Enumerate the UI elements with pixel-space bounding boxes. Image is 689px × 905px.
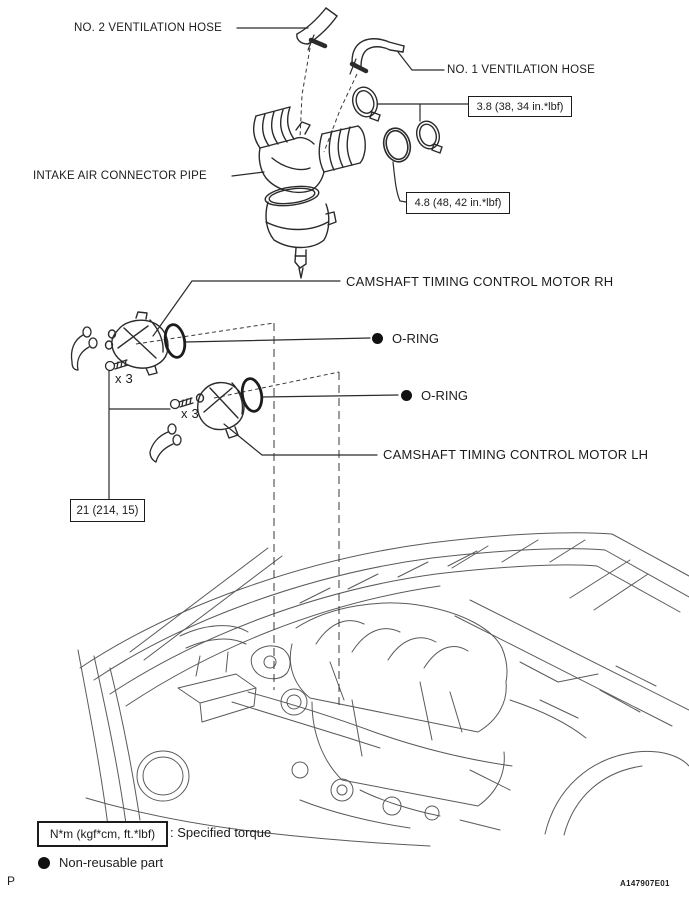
intake-air-connector-pipe-art: [254, 107, 366, 278]
engine-bay-drawing: [78, 533, 689, 846]
label-cam-motor-rh: CAMSHAFT TIMING CONTROL MOTOR RH: [346, 274, 614, 289]
dashed-leader-no1-hose: [324, 74, 357, 152]
legend-non-reusable-text: Non-reusable part: [59, 855, 164, 870]
non-reusable-bullet-icon: [38, 857, 50, 869]
label-intake-air-connector-pipe: INTAKE AIR CONNECTOR PIPE: [33, 170, 207, 182]
torque-spec-hose-clamp: 3.8 (38, 34 in.*lbf): [468, 96, 572, 117]
label-no1-ventilation-hose: NO. 1 VENTILATION HOSE: [447, 64, 595, 76]
label-cam-motor-lh: CAMSHAFT TIMING CONTROL MOTOR LH: [383, 447, 649, 462]
cam-motor-lh-art: [197, 383, 245, 438]
leader-torque-38: [377, 104, 468, 121]
leader-o-ring-lh: [262, 395, 398, 397]
non-reusable-bullet-icon: [401, 390, 412, 401]
no2-ventilation-hose-art: [297, 8, 337, 50]
hose-clamp-mark: [311, 40, 325, 46]
pipe-ring-b: [380, 125, 414, 165]
connector-rh-art: [71, 327, 97, 370]
label-bolt-count-rh: x 3: [115, 371, 133, 386]
torque-spec-pipe-clamp: 4.8 (48, 42 in.*lbf): [406, 192, 510, 214]
label-no2-ventilation-hose: NO. 2 VENTILATION HOSE: [74, 22, 222, 34]
alignment-dashed-lines: [136, 48, 357, 706]
callout-leader-lines: [109, 28, 468, 499]
connector-lh-art: [150, 424, 181, 462]
leader-bolt-bracket: [109, 371, 170, 499]
leader-torque-48: [393, 162, 406, 202]
label-o-ring-lh: O-RING: [421, 388, 468, 403]
callout-o-ring-lh: [401, 388, 468, 403]
figure-code: A147907E01: [620, 879, 670, 888]
label-o-ring-rh: O-RING: [392, 331, 439, 346]
hose-clamp-c: [413, 118, 443, 153]
callout-o-ring-rh: [372, 331, 439, 346]
hose-clamp-a: [349, 84, 381, 121]
legend-torque-units-box: N*m (kgf*cm, ft.*lbf): [37, 821, 168, 847]
leader-intake-pipe: [232, 172, 264, 176]
leader-no1-hose: [398, 52, 444, 70]
legend-torque-description: : Specified torque: [170, 825, 272, 840]
label-bolt-count-lh: x 3: [181, 406, 199, 421]
no1-ventilation-hose-art: [350, 39, 404, 74]
torque-spec-motor-bolts: 21 (214, 15): [70, 499, 145, 522]
non-reusable-bullet-icon: [372, 333, 383, 344]
legend-non-reusable: [38, 855, 163, 870]
page-marker: P: [7, 874, 16, 888]
bolt-rh-art: [106, 360, 129, 371]
leader-cam-motor-rh: [153, 281, 340, 336]
leader-cam-motor-lh: [224, 424, 377, 455]
leader-o-ring-rh: [185, 338, 370, 342]
